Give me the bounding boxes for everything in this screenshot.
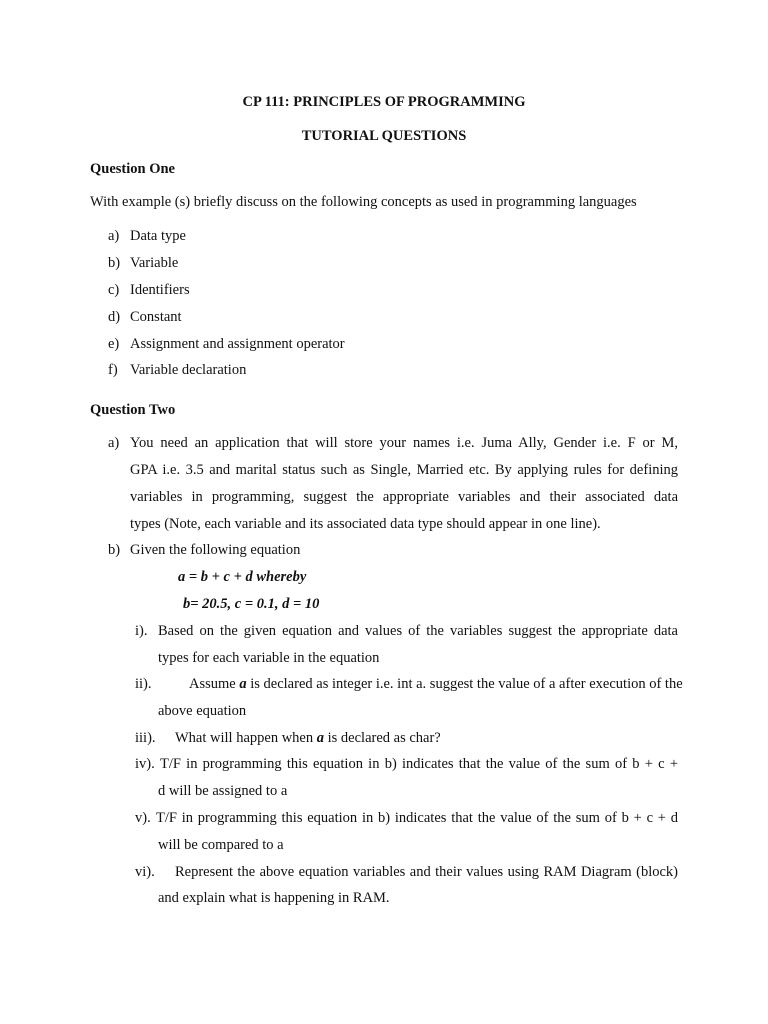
sub-item-text: is declared as integer i.e. int a. suggest the value of a after execution of the	[246, 676, 683, 692]
part-b-text: Given the following equation	[130, 542, 301, 558]
sub-item-marker: v).	[135, 810, 151, 826]
list-item: Variable	[130, 255, 179, 271]
question-two-heading: Question Two	[90, 402, 176, 418]
sub-item-v-line-2: will be compared to a	[158, 837, 284, 853]
sub-item-ii-line-2: above equation	[158, 703, 247, 719]
question-one-intro: With example (s) briefly discuss on the following concepts as used in programming languages	[90, 194, 637, 210]
sub-item-vi-line-1: Represent the above equation variables and their values using RAM Diagram (block)	[175, 864, 678, 880]
list-item-marker: d)	[108, 309, 121, 325]
equation-line-2: b= 20.5, c = 0.1, d = 10	[183, 596, 320, 612]
list-item-marker: a)	[108, 228, 120, 244]
sub-item-i-line-2: types for each variable in the equation	[158, 650, 380, 666]
sub-item-text: Assume	[189, 676, 240, 692]
question-one-heading: Question One	[90, 161, 175, 177]
list-item: Data type	[130, 228, 186, 244]
sub-item-text: is declared as char?	[324, 730, 441, 746]
sub-item-marker: iv).	[135, 756, 155, 772]
sub-item-ii-line-1	[189, 675, 683, 693]
part-a-line-4: types (Note, each variable and its associated data type should appear in one line).	[130, 516, 601, 532]
sub-item-marker: ii).	[135, 676, 152, 692]
list-item: Variable declaration	[130, 362, 247, 378]
list-item-marker: f)	[108, 362, 118, 378]
equation-line-1: a = b + c + d whereby	[178, 569, 307, 585]
part-a-line-2: GPA i.e. 3.5 and marital status such as Single, Married etc. By applying rules for defining	[130, 462, 678, 478]
list-item-marker: b)	[108, 255, 121, 271]
sub-item-iv-line-2: d will be assigned to a	[158, 783, 288, 799]
part-a-line-1: You need an application that will store your names i.e. Juma Ally, Gender i.e. F or M,	[130, 435, 678, 451]
variable-a: a	[316, 730, 324, 746]
sub-item-iii-line-1	[175, 729, 441, 747]
variable-a: a	[239, 676, 247, 692]
sub-item-i-line-1: Based on the given equation and values of the variables suggest the appropriate data	[158, 623, 678, 639]
sub-item-marker: iii).	[135, 730, 156, 746]
part-b-marker: b)	[108, 542, 121, 558]
list-item: Identifiers	[130, 282, 190, 298]
sub-item-vi-line-2: and explain what is happening in RAM.	[158, 890, 390, 906]
list-item-marker: e)	[108, 336, 120, 352]
sub-item-marker: vi).	[135, 864, 155, 880]
list-item: Assignment and assignment operator	[130, 336, 345, 352]
sub-item-marker: i).	[135, 623, 148, 639]
document-subtitle: TUTORIAL QUESTIONS	[301, 128, 467, 144]
part-a-line-3: variables in programming, suggest the appropriate variables and their associated data	[130, 489, 678, 505]
list-item: Constant	[130, 309, 182, 325]
sub-item-iv-line-1: T/F in programming this equation in b) indicates that the value of the sum of b + c +	[160, 756, 678, 772]
list-item-marker: c)	[108, 282, 120, 298]
sub-item-text: What will happen when	[175, 730, 317, 746]
sub-item-v-line-1: T/F in programming this equation in b) indicates that the value of the sum of b + c + d	[156, 810, 678, 826]
course-title: CP 111: PRINCIPLES OF PROGRAMMING	[242, 94, 526, 110]
part-a-marker: a)	[108, 435, 120, 451]
